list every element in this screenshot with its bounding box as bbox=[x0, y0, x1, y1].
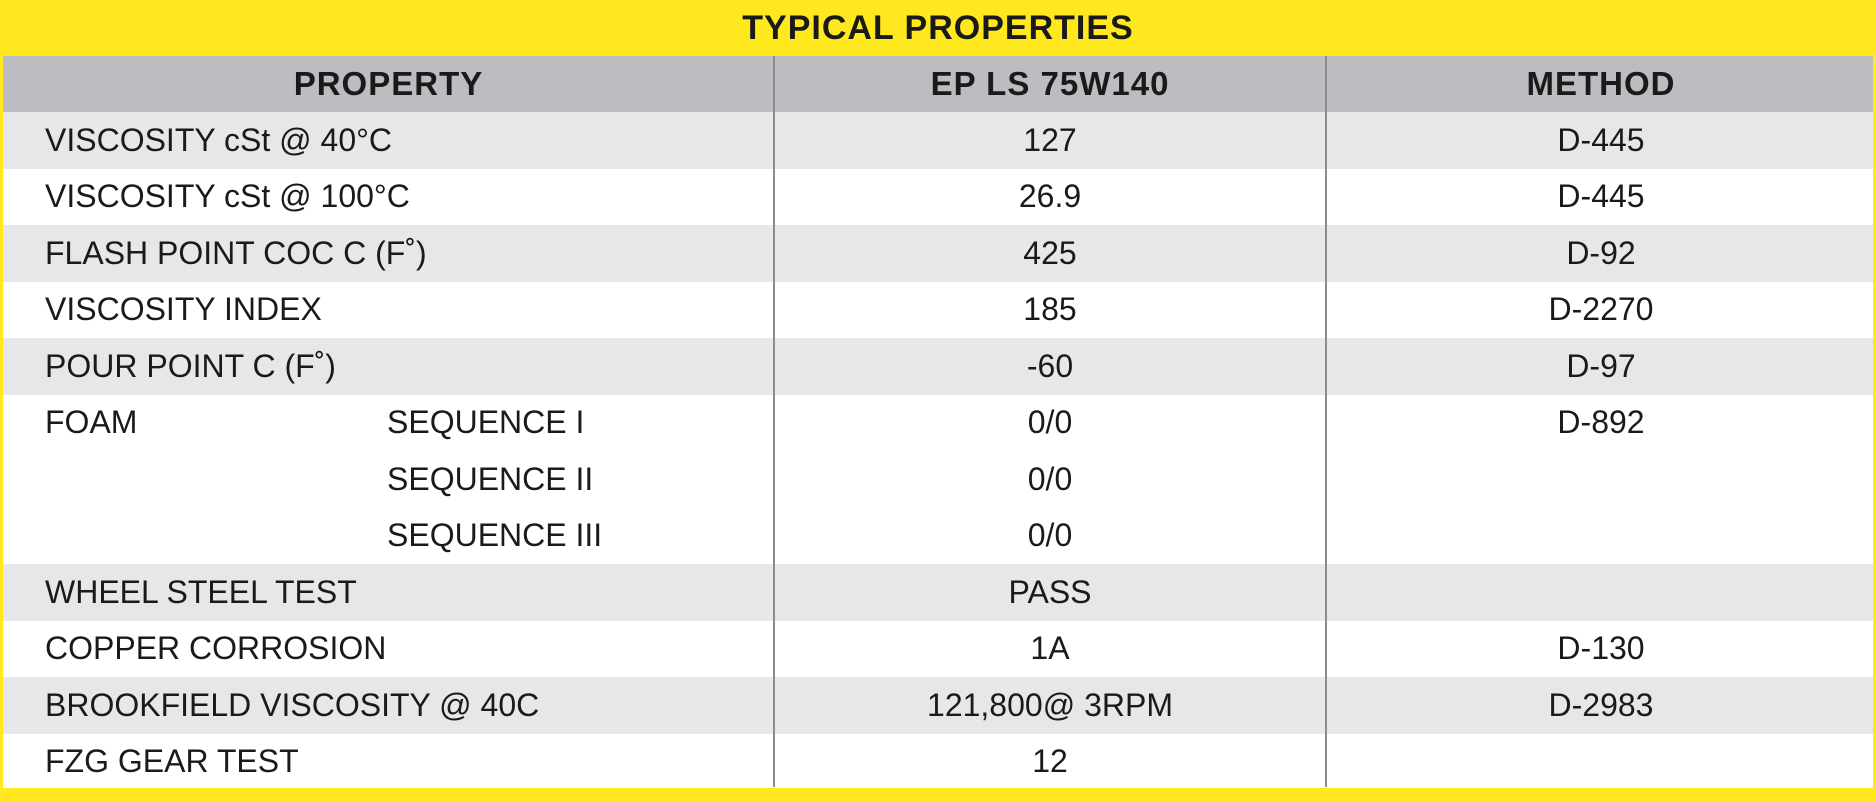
cell-method bbox=[1326, 564, 1876, 621]
table-row bbox=[3, 621, 1873, 678]
cell-method bbox=[1326, 734, 1876, 791]
cell-method: D-97 bbox=[1566, 347, 1636, 384]
cell-property: VISCOSITY cSt @ 40°C bbox=[45, 121, 393, 158]
table-row bbox=[3, 395, 1873, 452]
cell-value: 0/0 bbox=[1027, 517, 1073, 554]
table-row bbox=[3, 734, 1873, 791]
cell-method: D-92 bbox=[1566, 234, 1636, 271]
table-row bbox=[3, 225, 1873, 282]
header-product: EP LS 75W140 bbox=[930, 65, 1170, 102]
cell-value: 26.9 bbox=[1018, 178, 1082, 215]
table-row bbox=[3, 338, 1873, 395]
table-body bbox=[3, 112, 1873, 790]
cell-property: WHEEL STEEL TEST bbox=[45, 573, 357, 610]
cell-value: 127 bbox=[1023, 121, 1077, 158]
bottom-accent-bar bbox=[3, 788, 1873, 802]
cell-value: 121,800@ 3RPM bbox=[927, 686, 1173, 723]
table-row bbox=[3, 451, 1873, 508]
cell-property: FLASH POINT COC C (F˚) bbox=[45, 234, 427, 271]
header-method: METHOD bbox=[1526, 65, 1676, 102]
cell-property: POUR POINT C (F˚) bbox=[45, 347, 336, 384]
table-row bbox=[3, 508, 1873, 565]
cell-method: D-445 bbox=[1557, 121, 1645, 158]
column-divider bbox=[773, 56, 775, 787]
header-row bbox=[3, 56, 1873, 112]
cell-property: FZG GEAR TEST bbox=[45, 743, 299, 780]
cell-method: D-892 bbox=[1557, 404, 1645, 441]
cell-property: VISCOSITY cSt @ 100°C bbox=[45, 178, 410, 215]
table-row bbox=[3, 169, 1873, 226]
cell-value: 12 bbox=[1032, 743, 1068, 780]
cell-sub-property: SEQUENCE III bbox=[387, 517, 603, 554]
cell-value: 0/0 bbox=[1027, 404, 1073, 441]
cell-method: D-130 bbox=[1557, 630, 1645, 667]
cell-sub-property: SEQUENCE II bbox=[387, 460, 594, 497]
cell-value: 1A bbox=[1030, 630, 1070, 667]
table-row bbox=[3, 282, 1873, 339]
cell-value: 0/0 bbox=[1027, 460, 1073, 497]
cell-method bbox=[1326, 451, 1876, 508]
cell-property: COPPER CORROSION bbox=[45, 630, 387, 667]
cell-value: -60 bbox=[1026, 347, 1074, 384]
cell-value: 425 bbox=[1023, 234, 1077, 271]
cell-property: FOAM bbox=[45, 404, 138, 441]
table-row bbox=[3, 677, 1873, 734]
table-row bbox=[3, 112, 1873, 169]
cell-method: D-2983 bbox=[1548, 686, 1654, 723]
table-title: TYPICAL PROPERTIES bbox=[3, 0, 1873, 56]
cell-method: D-2270 bbox=[1548, 291, 1654, 328]
table-row bbox=[3, 564, 1873, 621]
column-divider bbox=[1325, 56, 1327, 787]
cell-sub-property: SEQUENCE I bbox=[387, 404, 585, 441]
cell-property: VISCOSITY INDEX bbox=[45, 291, 322, 328]
cell-property: BROOKFIELD VISCOSITY @ 40C bbox=[45, 686, 540, 723]
cell-method: D-445 bbox=[1557, 178, 1645, 215]
cell-value: PASS bbox=[1008, 573, 1092, 610]
header-property: PROPERTY bbox=[293, 65, 484, 102]
cell-value: 185 bbox=[1023, 291, 1077, 328]
cell-method bbox=[1326, 508, 1876, 565]
